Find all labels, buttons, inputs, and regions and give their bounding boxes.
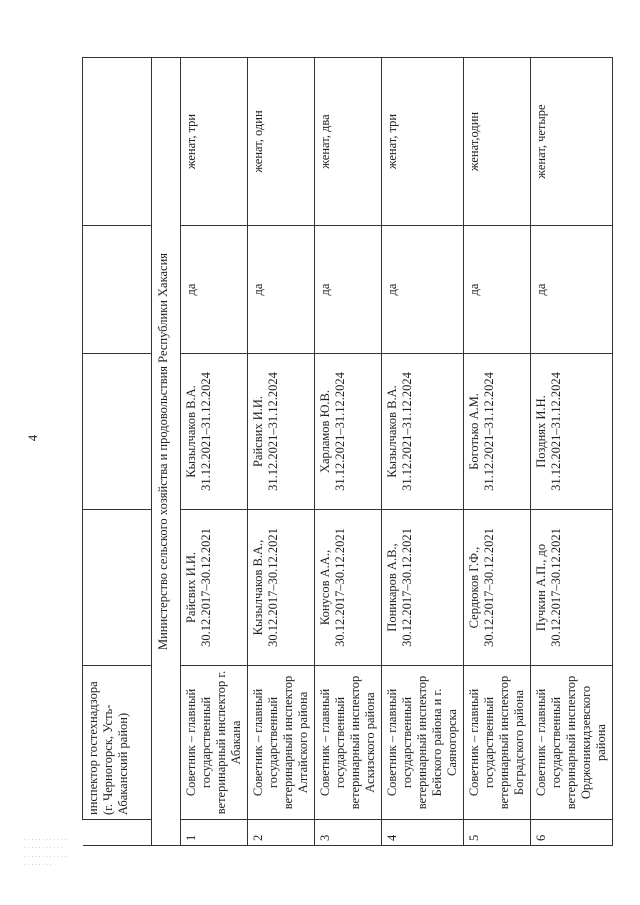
position-cell: Советник – главный государственный ветеринарный инспектор г. Абакана	[181, 666, 248, 820]
new-appointment-cell	[248, 354, 315, 510]
period: 31.12.2021–31.12.2024	[199, 372, 213, 491]
row-number: 6	[531, 820, 613, 846]
person-name: Кызылчаков В.А.	[385, 385, 399, 478]
answer-cell: да	[464, 226, 531, 354]
family-cell: женат, четыре	[531, 58, 613, 226]
family-cell: женат, три	[382, 58, 464, 226]
person-name: Харламов Ю.В.	[318, 389, 332, 474]
faint-stamp-mark: · · · · · · · · · · · · · · · · · · · · · · · · · · · · · · · · · · · · · · · · · · ·	[24, 837, 67, 869]
position-cell: Советник – главный государственный ветеринарный инспектор Аскизского района	[315, 666, 382, 820]
row-number: 4	[382, 820, 464, 846]
new-appointment-cell	[382, 354, 464, 510]
table-cell	[83, 354, 152, 510]
rotated-table-container	[82, 58, 608, 846]
new-appointment-cell	[315, 354, 382, 510]
answer-cell: да	[531, 226, 613, 354]
period: 31.12.2021–31.12.2024	[333, 372, 347, 491]
answer-cell: да	[181, 226, 248, 354]
period: 31.12.2021–31.12.2024	[266, 372, 280, 491]
position-cell: Советник – главный государственный ветеринарный инспектор Орджоникидзевского района	[531, 666, 613, 820]
person-name: Кызылчаков В.А.,	[251, 539, 265, 636]
family-cell: женат, два	[315, 58, 382, 226]
period: 30.12.2017–30.12.2021	[333, 528, 347, 647]
answer-cell: да	[315, 226, 382, 354]
answer-cell: да	[382, 226, 464, 354]
person-name: Кызылчаков В.А.	[184, 385, 198, 478]
row-number: 5	[464, 820, 531, 846]
period: 31.12.2021–31.12.2024	[549, 372, 563, 491]
previous-appointment-cell	[382, 510, 464, 666]
ministry-heading: Министерство сельского хозяйства и продовольствия Республики Хакасия	[152, 58, 181, 846]
person-name: Пучкин А.П., до	[534, 543, 548, 632]
period: 30.12.2017–30.12.2021	[266, 528, 280, 647]
table-row-ministry	[152, 58, 181, 846]
table-cell	[83, 58, 152, 226]
table-row	[181, 58, 248, 846]
new-appointment-cell	[531, 354, 613, 510]
previous-appointment-cell	[248, 510, 315, 666]
person-name: Райсвих И.И.	[184, 552, 198, 624]
person-name: Позднях И.Н.	[534, 395, 548, 468]
person-name: Боготько А.М.	[467, 393, 481, 470]
page-number: 4	[25, 434, 40, 442]
table-row	[464, 58, 531, 846]
table-row	[248, 58, 315, 846]
person-name: Конусов А.А.,	[318, 549, 332, 626]
new-appointment-cell	[181, 354, 248, 510]
period: 31.12.2021–31.12.2024	[400, 372, 414, 491]
previous-appointment-cell	[464, 510, 531, 666]
period: 30.12.2017–30.12.2021	[549, 528, 563, 647]
position-cell: Советник – главный государственный ветеринарный инспектор Бейского района и г. Саяногорска	[382, 666, 464, 820]
table-cell	[83, 510, 152, 666]
period: 30.12.2017–30.12.2021	[400, 528, 414, 647]
person-name: Райсвих И.И.	[251, 396, 265, 468]
table-row-continuation	[83, 58, 152, 846]
row-number: 2	[248, 820, 315, 846]
family-cell: женат, три	[181, 58, 248, 226]
person-name: Поникаров А.В.,	[385, 543, 399, 632]
row-number: 3	[315, 820, 382, 846]
position-cell: инспектор гостехнадзора (г. Черногорск, Усть-Абаканский район)	[83, 666, 152, 820]
table-row	[531, 58, 613, 846]
document-table-area	[82, 58, 608, 846]
table-row	[382, 58, 464, 846]
period: 30.12.2017–30.12.2021	[199, 528, 213, 647]
row-number: 1	[181, 820, 248, 846]
table-cell	[83, 226, 152, 354]
new-appointment-cell	[464, 354, 531, 510]
previous-appointment-cell	[531, 510, 613, 666]
position-cell: Советник – главный государственный ветеринарный инспектор Алтайского района	[248, 666, 315, 820]
appointments-table	[82, 57, 613, 846]
family-cell: женат,один	[464, 58, 531, 226]
table-row	[315, 58, 382, 846]
family-cell: женат, один	[248, 58, 315, 226]
period: 31.12.2021–31.12.2024	[482, 372, 496, 491]
position-cell: Советник – главный государственный ветеринарный инспектор Боградского района	[464, 666, 531, 820]
period: 30.12.2017–30.12.2021	[482, 528, 496, 647]
previous-appointment-cell	[315, 510, 382, 666]
person-name: Сердюков Г.Ф.,	[467, 546, 481, 629]
previous-appointment-cell	[181, 510, 248, 666]
answer-cell: да	[248, 226, 315, 354]
